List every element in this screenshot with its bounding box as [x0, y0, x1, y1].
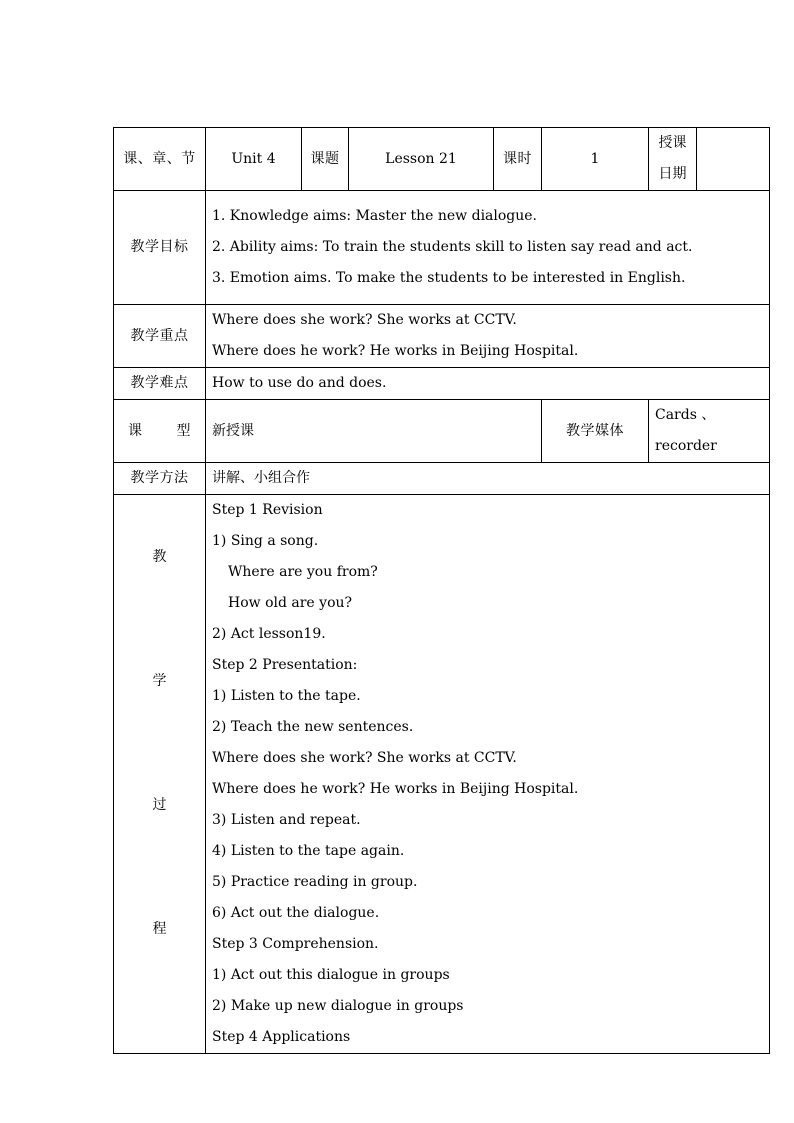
process-line: Step 4 Applications [212, 1029, 351, 1045]
process-line: 6) Act out the dialogue. [212, 905, 380, 921]
difficulties-row [114, 368, 770, 400]
method-value: 讲解、小组合作 [206, 463, 770, 495]
objective-item: 2. Ability aims: To train the students skill to listen say read and act. [212, 239, 693, 255]
key-points-label: 教学重点 [114, 305, 206, 368]
process-line: Where does she work? She works at CCTV. [212, 750, 517, 766]
key-points-content [206, 305, 770, 368]
method-row [114, 463, 770, 495]
chapter-label: 课、章、节 [114, 128, 206, 191]
process-row [114, 495, 770, 1054]
lesson-value: Lesson 21 [349, 128, 494, 191]
process-line: 2) Act lesson19. [212, 626, 326, 642]
media-label: 教学媒体 [542, 400, 649, 463]
objectives-row [114, 191, 770, 305]
media-value: Cards 、recorder [649, 400, 770, 463]
method-label: 教学方法 [114, 463, 206, 495]
process-line: 3) Listen and repeat. [212, 812, 361, 828]
lesson-type-value: 新授课 [206, 400, 542, 463]
process-line: 1) Sing a song. [212, 533, 319, 549]
process-label-char: 过 [152, 796, 167, 813]
process-line: How old are you? [228, 595, 353, 611]
period-label: 课时 [494, 128, 542, 191]
objectives-label: 教学目标 [114, 191, 206, 305]
objectives-content [206, 191, 770, 305]
key-point-item: Where does she work? She works at CCTV. [212, 312, 517, 328]
process-line: Where are you from? [228, 564, 378, 580]
topic-label: 课题 [302, 128, 349, 191]
process-line: 1) Act out this dialogue in groups [212, 967, 450, 983]
process-line: 1) Listen to the tape. [212, 688, 361, 704]
header-row [114, 128, 770, 191]
process-line: Where does he work? He works in Beijing Hospital. [212, 781, 579, 797]
process-line: Step 1 Revision [212, 502, 323, 518]
date-label [649, 128, 697, 191]
process-label-char: 程 [152, 920, 167, 937]
lesson-plan-table [113, 127, 770, 1054]
process-line: 2) Teach the new sentences. [212, 719, 414, 735]
key-points-row [114, 305, 770, 368]
process-label-char: 教 [152, 548, 167, 565]
date-value [697, 128, 770, 191]
objective-item: 3. Emotion aims. To make the students to be interested in English. [212, 270, 686, 286]
date-label-line-1: 授课 [658, 135, 687, 151]
process-line: Step 3 Comprehension. [212, 936, 379, 952]
objective-item: 1. Knowledge aims: Master the new dialogue. [212, 208, 538, 224]
date-label-line-2: 日期 [658, 166, 687, 182]
process-content [206, 495, 770, 1054]
lesson-plan-page [113, 127, 769, 1054]
key-point-item: Where does he work? He works in Beijing Hospital. [212, 343, 579, 359]
difficulties-label: 教学难点 [114, 368, 206, 400]
process-line: 5) Practice reading in group. [212, 874, 418, 890]
lesson-type-label: 课 型 [114, 400, 206, 463]
process-line: 4) Listen to the tape again. [212, 843, 405, 859]
process-line: 2) Make up new dialogue in groups [212, 998, 464, 1014]
process-label [114, 495, 206, 1054]
process-line: Step 2 Presentation: [212, 657, 358, 673]
process-label-char: 学 [152, 672, 167, 689]
unit-value: Unit 4 [206, 128, 302, 191]
difficulties-content: How to use do and does. [206, 368, 770, 400]
lesson-type-row [114, 400, 770, 463]
period-value: 1 [542, 128, 649, 191]
